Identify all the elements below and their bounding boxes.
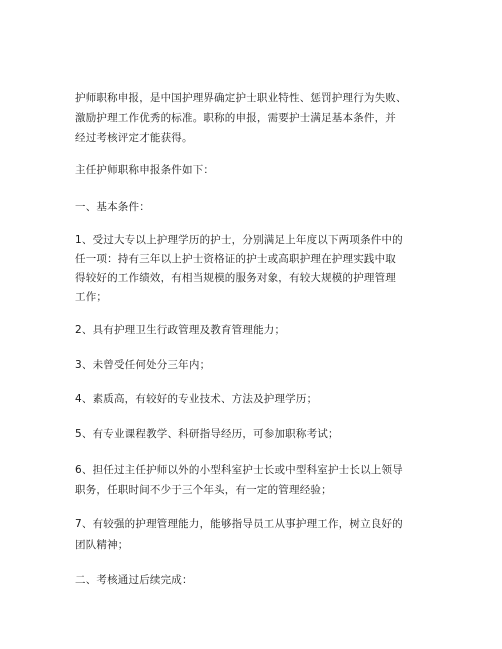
item-1-line-2: 任一项：持有三年以上护士资格证的护士或高职护理在护理实践中取 <box>75 253 396 265</box>
intro-line-1: 护师职称申报，是中国护理界确定护士职业特性、惩罚护理行为失败、 <box>75 92 407 104</box>
item-7-line-1: 7、有较强的护理管理能力，能够指导员工从事护理工作，树立良好的 <box>75 518 403 530</box>
item-7-line-2: 团队精神； <box>75 539 129 551</box>
intro-line-2: 激励护理工作优秀的标准。职称的申报，需要护士满足基本条件，并 <box>75 112 396 124</box>
item-2: 2、具有护理卫生行政管理及教育管理能力； <box>75 324 286 336</box>
item-6-line-2: 职务，任职时间不少于三个年头，有一定的管理经验； <box>75 484 332 496</box>
section-two-heading: 二、考核通过后续完成： <box>75 574 193 586</box>
item-3: 3、未曾受任何处分三年内； <box>75 359 211 371</box>
section-one-heading: 一、基本条件： <box>75 201 150 213</box>
item-1-line-4: 工作； <box>75 291 108 303</box>
item-5: 5、有专业课程教学、科研指导经历，可参加职称考试； <box>75 428 339 440</box>
conditions-heading: 主任护师职称申报条件如下： <box>75 164 215 176</box>
item-1-line-3: 得较好的工作绩效，有相当规模的服务对象，有较大规模的护理管理 <box>75 272 396 284</box>
item-4: 4、素质高，有较好的专业技术、方法及护理学历； <box>75 393 318 405</box>
item-6-line-1: 6、担任过主任护师以外的小型科室护士长或中型科室护士长以上领导 <box>75 464 403 476</box>
intro-line-3: 经过考核评定才能获得。 <box>75 132 193 144</box>
item-1-line-1: 1、受过大专以上护理学历的护士，分别满足上年度以下两项条件中的 <box>75 234 403 246</box>
